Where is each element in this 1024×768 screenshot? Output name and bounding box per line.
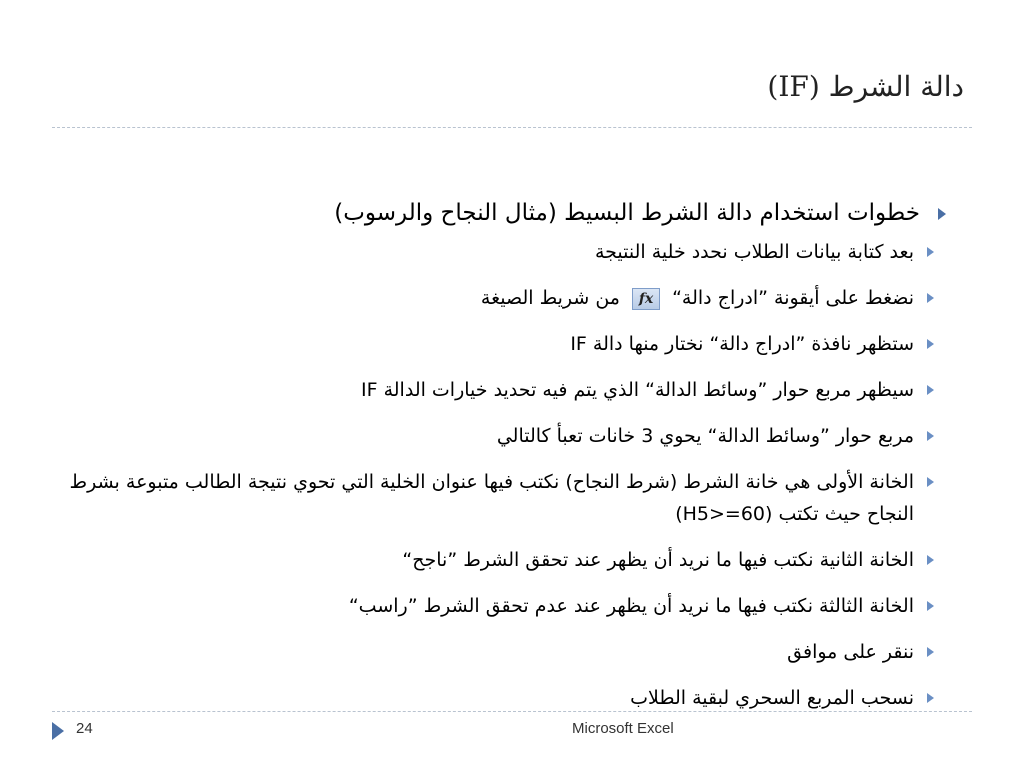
bullet-arrow-icon (927, 555, 934, 565)
slide-content (40, 196, 946, 728)
list-item-text: نسحب المربع السحري لبقية الطلاب (630, 687, 914, 709)
slide-title: دالة الشرط (IF) (767, 70, 964, 103)
list-item (40, 544, 946, 576)
list-item (40, 590, 946, 622)
list-item-text: نضغط على أيقونة ”ادراج دالة“ (672, 287, 914, 309)
footer-app-name: Microsoft Excel (572, 720, 674, 737)
bullet-arrow-icon (938, 208, 946, 220)
list-item-text: الخانة الثانية نكتب فيها ما نريد أن يظهر عند تحقق الشرط ”ناجح“ (402, 549, 914, 571)
main-bullet (40, 196, 946, 230)
list-item (40, 682, 946, 714)
list-item-text: مربع حوار ”وسائط الدالة“ يحوي 3 خانات تعبأ كالتالي (496, 425, 914, 447)
list-item-text: بعد كتابة بيانات الطلاب نحدد خلية النتيجة (594, 241, 914, 263)
page-number: 24 (76, 720, 93, 737)
list-item-text: الخانة الثالثة نكتب فيها ما نريد أن يظهر عند عدم تحقق الشرط ”راسب“ (348, 595, 914, 617)
list-item-text: من شريط الصيغة (480, 287, 620, 309)
bullet-arrow-icon (927, 693, 934, 703)
bullet-arrow-icon (927, 293, 934, 303)
bullet-arrow-icon (927, 339, 934, 349)
bullet-arrow-icon (927, 477, 934, 487)
list-item-text: ننقر على موافق (787, 641, 914, 663)
bullet-arrow-icon (927, 247, 934, 257)
list-item (40, 420, 946, 452)
list-item (40, 374, 946, 406)
list-item (40, 328, 946, 360)
steps-list (40, 236, 946, 714)
footer-divider (52, 711, 972, 712)
fx-icon: fx (632, 288, 660, 310)
list-item (40, 236, 946, 268)
list-item-text: سيظهر مربع حوار ”وسائط الدالة“ الذي يتم فيه تحديد خيارات الدالة IF (361, 379, 914, 401)
list-item-text: الخانة الأولى هي خانة الشرط (شرط النجاح) نكتب فيها عنوان الخلية التي تحوي نتيجة الطالب متبوعة بشرط النجاح حيث تكتب (H5>=60) (69, 471, 914, 525)
list-item-text: ستظهر نافذة ”ادراج دالة“ نختار منها دالة IF (570, 333, 914, 355)
main-bullet-text: خطوات استخدام دالة الشرط البسيط (مثال النجاح والرسوب) (334, 200, 920, 226)
bullet-arrow-icon (927, 647, 934, 657)
footer-arrow-icon (52, 722, 64, 740)
bullet-arrow-icon (927, 385, 934, 395)
list-item (40, 636, 946, 668)
title-divider (52, 127, 972, 128)
bullet-arrow-icon (927, 601, 934, 611)
list-item (40, 282, 946, 314)
list-item (40, 466, 946, 530)
bullet-arrow-icon (927, 431, 934, 441)
